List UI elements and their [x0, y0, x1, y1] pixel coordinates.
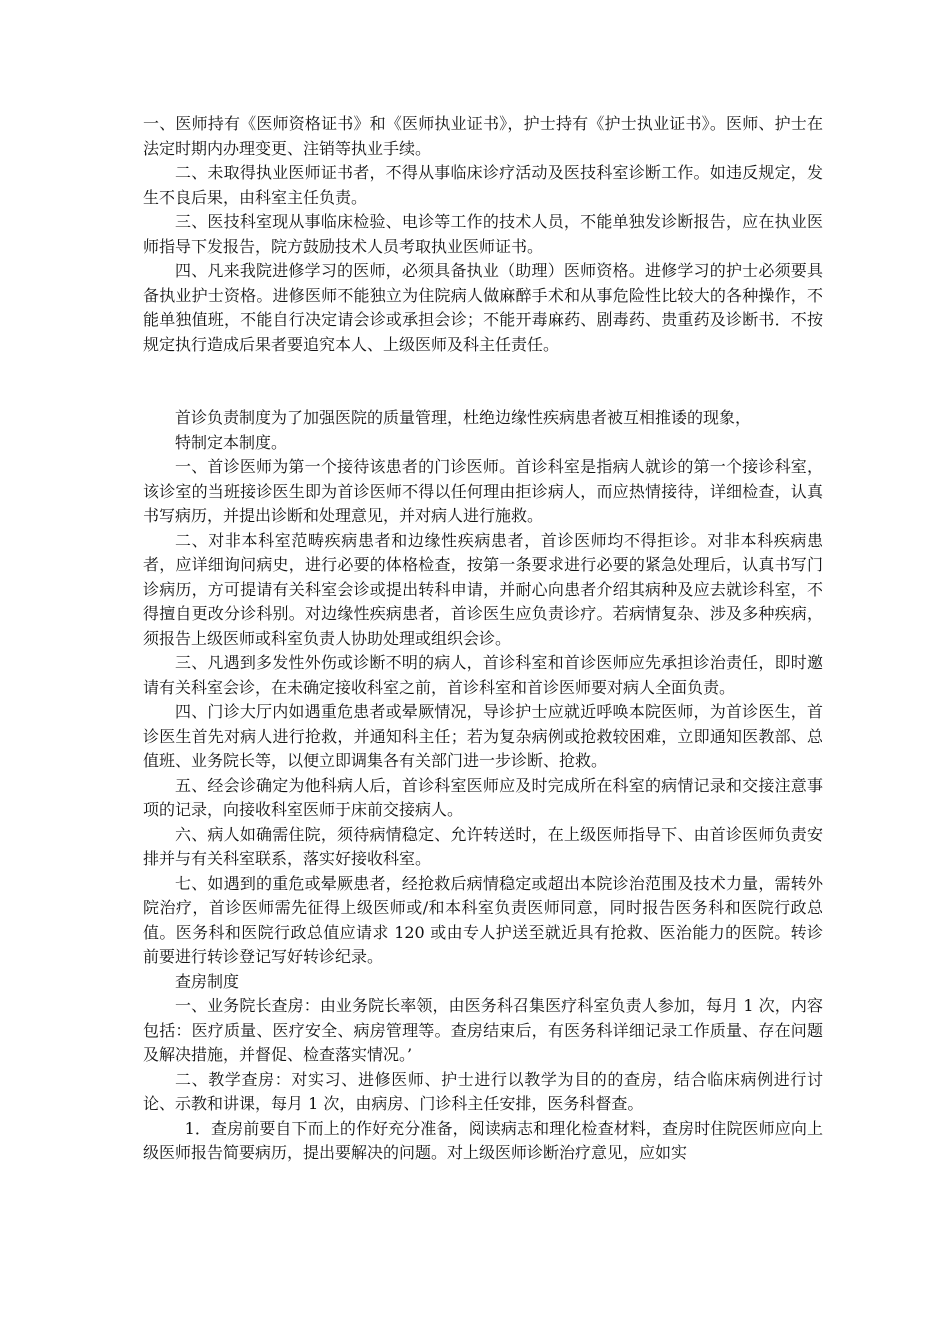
section-intro-line-1: 首诊负责制度为了加强医院的质量管理，杜绝边缘性疾病患者被互相推诿的现象， [175, 408, 752, 427]
paragraph-rounds-2: 二、教学查房：对实习、进修医师、护士进行以教学为目的的查房，结合临床病例进行讨论、示教和讲课，每月 1 次，由病房、门诊科主任安排，医务科督查。 [143, 1069, 823, 1113]
paragraph-first-diagnosis-6: 六、病人如确需住院，须待病情稳定、允许转送时，在上级医师指导下、由首诊医师负责安排并与有关科室联系，落实好接收科室。 [143, 824, 823, 868]
paragraph-first-diagnosis-7: 七、如遇到的重危或晕厥患者，经抢救后病情稳定或超出本院诊治范围及技术力量，需转外院治疗，首诊医师需先征得上级医师或/和本科室负责医师同意，同时报告医务科和医院行政总值。医务科和医院行政总值应请求 120 或由专人护送至就近具有抢救、医治能力的医院。转诊前要进行转诊登记写好转诊纪录。 [143, 873, 823, 966]
first-diagnosis-section [143, 406, 823, 1166]
paragraph-first-diagnosis-3: 三、凡遇到多发性外伤或诊断不明的病人，首诊科室和首诊医师应先承担诊治责任，即时邀请有关科室会诊，在未确定接收科室之前，首诊科室和首诊医师要对病人全面负责。 [143, 653, 823, 697]
paragraph-4: 四、凡来我院进修学习的医师，必须具备执业（助理）医师资格。进修学习的护士必须要具备执业护士资格。进修医师不能独立为住院病人做麻醉手术和从事危险性比较大的各种操作，不能单独值班，不能自行决定请会诊或承担会诊；不能开毒麻药、剧毒药、贵重药及诊断书．不按规定执行造成后果者要追究本人、上级医师及科主任责任。 [143, 261, 823, 354]
paragraph-2: 二、未取得执业医师证书者，不得从事临床诊疗活动及医技科室诊断工作。如违反规定，发生不良后果，由科室主任负责。 [143, 163, 823, 207]
section-intro-line-2: 特制定本制度。 [175, 432, 288, 452]
rounds-heading: 查房制度 [175, 971, 240, 991]
paragraph-1: 一、医师持有《医师资格证书》和《医师执业证书》，护士持有《护士执业证书》。医师、护士在法定时期内办理变更、注销等执业手续。 [143, 114, 823, 158]
paragraph-rounds-item-1: 1．查房前要自下而上的作好充分准备，阅读病志和理化检查材料，查房时住院医师应向上级医师报告简要病历，提出要解决的问题。对上级医师诊断治疗意见，应如实 [143, 1118, 823, 1162]
paragraph-first-diagnosis-2: 二、对非本科室范畴疾病患者和边缘性疾病患者，首诊医师均不得拒诊。对非本科疾病患者，应详细询问病史，进行必要的体格检查，按第一条要求进行必要的紧急处理后，认真书写门诊病历，方可提请有关科室会诊或提出转科申请，并耐心向患者介绍其病种及应去就诊科室，不得擅自更改分诊科别。对边缘性疾病患者，首诊医生应负责诊疗。若病情复杂、涉及多种疾病，须报告上级医师或科室负责人协助处理或组织会诊。 [143, 530, 823, 648]
paragraph-3: 三、医技科室现从事临床检验、电诊等工作的技术人员，不能单独发诊断报告，应在执业医师指导下发报告，院方鼓励技术人员考取执业医师证书。 [143, 212, 823, 256]
paragraph-first-diagnosis-5: 五、经会诊确定为他科病人后，首诊科室医师应及时完成所在科室的病情记录和交接注意事项的记录，向接收科室医师于床前交接病人。 [143, 775, 823, 819]
paragraph-rounds-1: 一、业务院长查房：由业务院长率领，由医务科召集医疗科室负责人参加，每月 1 次，内容包括：医疗质量、医疗安全、病房管理等。查房结束后，有医务科详细记录工作质量、存在问题及解决措施，并督促、检查落实情况。’ [143, 996, 823, 1064]
paragraph-first-diagnosis-1: 一、首诊医师为第一个接待该患者的门诊医师。首诊科室是指病人就诊的第一个接诊科室，该诊室的当班接诊医生即为首诊医师不得以任何理由拒诊病人，而应热情接待，详细检查，认真书写病历，并提出诊断和处理意见，并对病人进行施救。 [143, 457, 823, 525]
practice-qualification-section [143, 112, 823, 357]
paragraph-first-diagnosis-4: 四、门诊大厅内如遇重危患者或晕厥情况，导诊护士应就近呼唤本院医师，为首诊医生，首诊医生首先对病人进行抢救，并通知科主任；若为复杂病例或抢救较困难，立即通知医教部、总值班、业务院长等，以便立即调集各有关部门进一步诊断、抢救。 [143, 702, 823, 770]
